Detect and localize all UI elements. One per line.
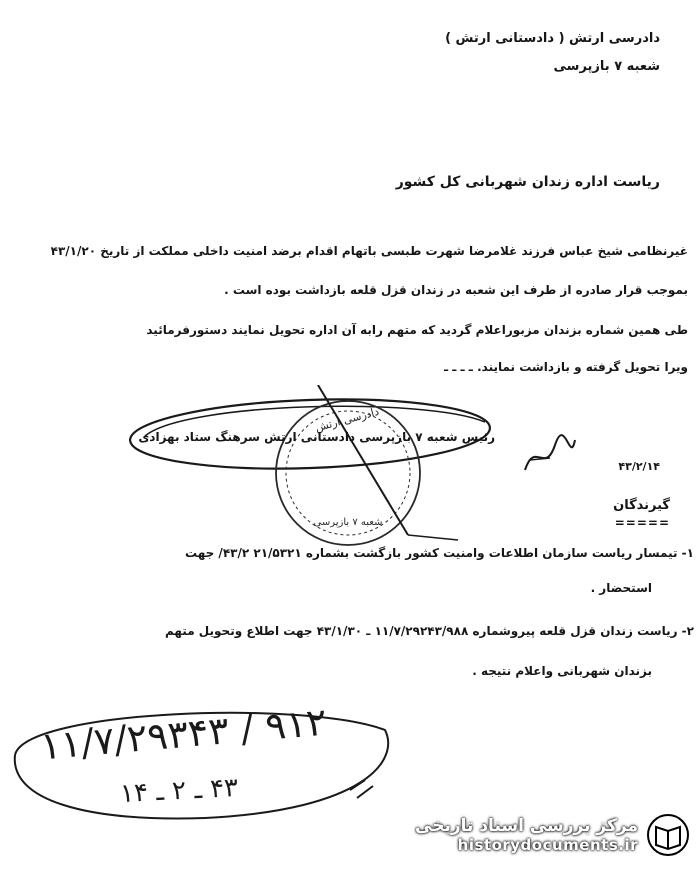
recipient-line: ریاست اداره زندان شهربانی کل کشور (395, 174, 660, 190)
signature-scribble (520, 430, 580, 480)
watermark-title: مرکز بررسی اسناد تاریخی (415, 816, 638, 836)
watermark-url: historydocuments.ir (457, 836, 638, 854)
body-line-1: غیرنظامی شیخ عباس فرزند غلامرضا شهرت طبسی باتهام اقدام برضد امنیت داخلی مملکت از تاریخ ۴۳/۱/۲۰ (50, 244, 688, 258)
signature-line: رئیس شعبه ۷ بازپرسی دادستانی ارتش سرهنگ ستاد بهزادی (138, 430, 495, 444)
body-line-3: طی همین شماره بزندان مزبوراعلام گردید که متهم رابه آن اداره تحویل نمایند دستورفرمائید (146, 323, 688, 337)
watermark-text (415, 816, 638, 854)
recipient-item-1: ۱- تیمسار ریاست سازمان اطلاعات وامنیت کشور بازگشت بشماره ۲۱/۵۳۲۱ ۴۳/۲/ جهت (184, 546, 694, 560)
book-logo-icon (646, 813, 690, 857)
issuer-title: دادرسی ارتش ( دادستانی ارتش ) (445, 31, 660, 46)
recipients-separator: ===== (614, 516, 670, 530)
signature-date: ۴۳/۲/۱۴ (618, 460, 660, 473)
body-line-4: ویرا تحویل گرفته و بازداشت نمایند. ـ ـ ـ ـ (443, 360, 688, 374)
handwritten-date: ۴۳ ـ ۲ ـ ۱۴ (119, 772, 239, 810)
official-stamp (258, 385, 478, 555)
watermark (400, 810, 690, 860)
stamp-text-top: دادرسی ارتش (313, 404, 381, 435)
recipient-item-2: ۲- ریاست زندان قزل قلعه پیروشماره ۱۱/۷/۲۹۲۴۳/۹۸۸ ـ ۴۳/۱/۳۰ جهت اطلاع وتحویل متهم (164, 624, 694, 638)
stamp-text-bottom: شعبه ۷ بازپرسی (313, 517, 383, 528)
body-line-2: بموجب قرار صادره از طرف این شعبه در زندان قزل قلعه بازداشت بوده است . (224, 283, 688, 297)
handwritten-number: ۱۱/۷/۲۹۳۴۳ / ۹۱۲ (38, 699, 329, 769)
issuer-branch: شعبه ۷ بازپرسی (553, 59, 660, 74)
recipient-item-1-cont: استحضار . (590, 581, 652, 595)
recipients-title: گیرندگان (613, 498, 670, 513)
recipient-item-2-cont: بزندان شهربانی واعلام نتیجه . (472, 664, 652, 678)
